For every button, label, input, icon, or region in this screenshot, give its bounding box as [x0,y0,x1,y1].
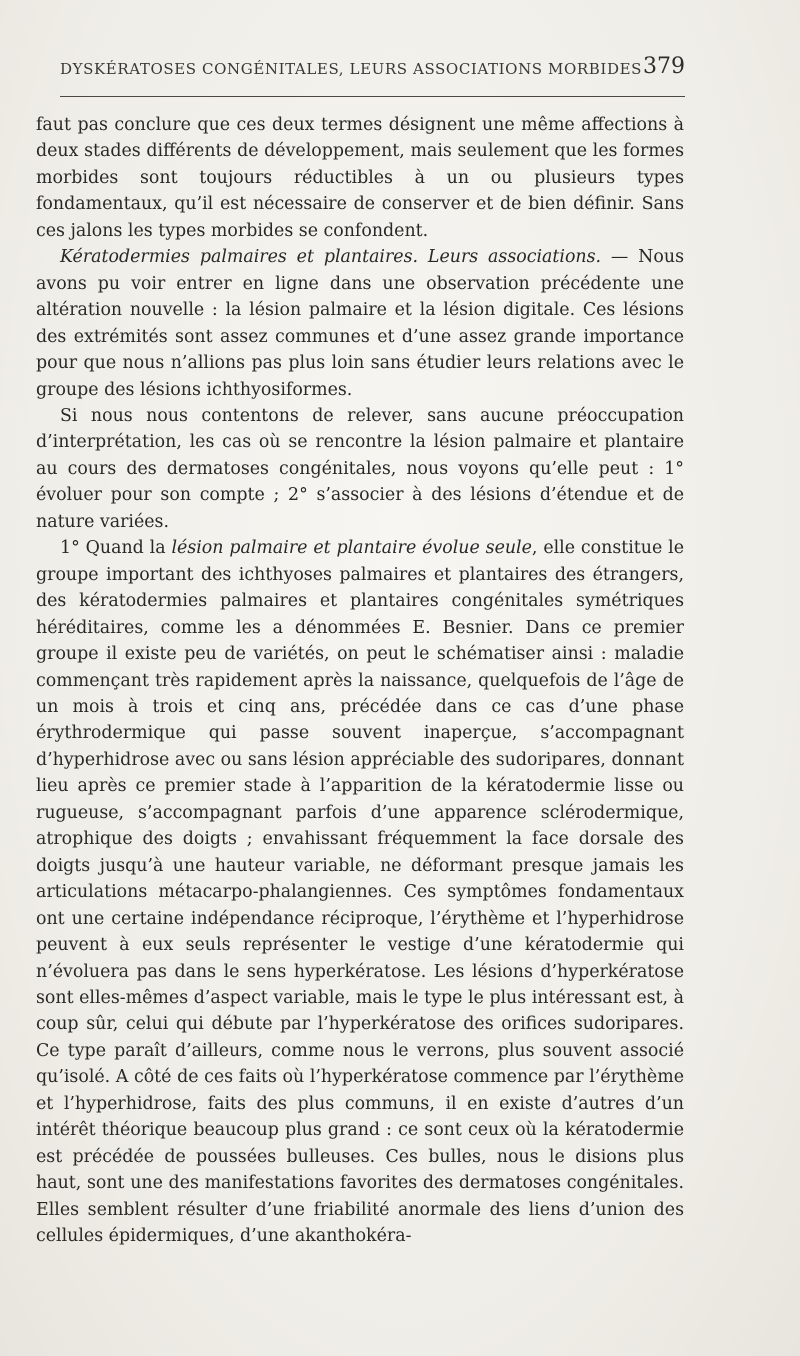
italic-text: lésion palmaire et plantaire évolue seule [171,538,532,559]
running-head: DYSKÉRATOSES CONGÉNITALES, LEURS ASSOCIATIONS MORBIDES [60,60,642,78]
body-text [36,112,684,1249]
paragraph [36,112,684,244]
paragraph [36,535,684,1249]
text-run: Si nous nous contentons de relever, sans aucune préoccupation d’interprétation, les cas où se rencontre la lésion palmaire et plantaire au cours des dermatoses congénitales, nous voyons qu’elle peut : 1° évoluer pour son compte ; 2° s’associer à des lésions d’étendue et de nature variées. [36,405,684,532]
text-run: faut pas conclure que ces deux termes désignent une même affections à deux stades différents de développement, mais seulement que les formes morbides sont toujours réductibles à un ou plusieurs types fondamentaux, qu’il est nécessaire de conserver et de bien définir. Sans ces jalons les types morbides se confondent. [36,115,684,241]
paragraph [36,403,684,535]
page-header [60,52,685,92]
text-run: 1° Quand la [60,538,172,559]
text-run: , elle constitue le groupe important des ichthyoses palmaires et plantaires des étrangers, des kératodermies palmaires et plantaires congénitales symétriques héréditaires, comme les a dénommées E. Besnier. Dans ce premier groupe il existe peu de variétés, on peut le schématiser ainsi : maladie commençant très rapidement après la naissance, quelquefois de l’âge de un mois à trois et cinq ans, précédée dans ce cas d’une phase érythrodermique qui passe souvent inaperçue, s’accompagnant d’hyperhidrose avec ou sans lésion appréciable des sudoripares, donnant lieu après ce premier stade à l’apparition de la kératodermie lisse ou rugueuse, s’accompagnant parfois d’une apparence sclérodermique, atrophique des doigts ; envahissant fréquemment la face dorsale des doigts jusqu’à une hauteur variable, ne déformant presque jamais les articulations métacarpo-phalangiennes. Ces symptômes fondamentaux ont une certaine indépendance réciproque, l’érythème et l’hyperhidrose peuvent à eux seuls représenter le vestige d’une kératodermie qui n’évoluera pas dans le sens hyperkératose. Les lésions d’hyperkératose sont elles-mêmes d’aspect variable, mais le type le plus intéressant est, à coup sûr, celui qui débute par l’hyperkératose des orifices sudoripares. Ce type paraît d’ailleurs, comme nous le verrons, plus souvent associé qu’isolé. A côté de ces faits où l’hyperkératose commence par l’érythème et l’hyperhidrose, faits des plus communs, il en existe d’autres d’un intérêt théorique beaucoup plus grand : ce sont ceux où la kératodermie est précédée de poussées bulleuses. Ces bulles, nous le disions plus haut, sont une des manifestations favorites des dermatoses congénitales. Elles semblent résulter d’une friabilité anormale des liens d’union des cellules épidermiques, d’une akanthokéra- [36,538,684,1247]
page-number: 379 [643,54,685,79]
text-run: — Nous avons pu voir entrer en ligne dans une observation précédente une altération nouvelle : la lésion palmaire et la lésion digitale. Ces lésions des extrémités sont assez communes et d’une assez grande importance pour que nous n’allions pas plus loin sans étudier leurs relations avec le groupe des lésions ichthyosiformes. [36,247,684,400]
paragraph [36,244,684,403]
italic-text: Kératodermies palmaires et plantaires. Leurs associations. [60,247,602,268]
header-rule [60,96,685,97]
